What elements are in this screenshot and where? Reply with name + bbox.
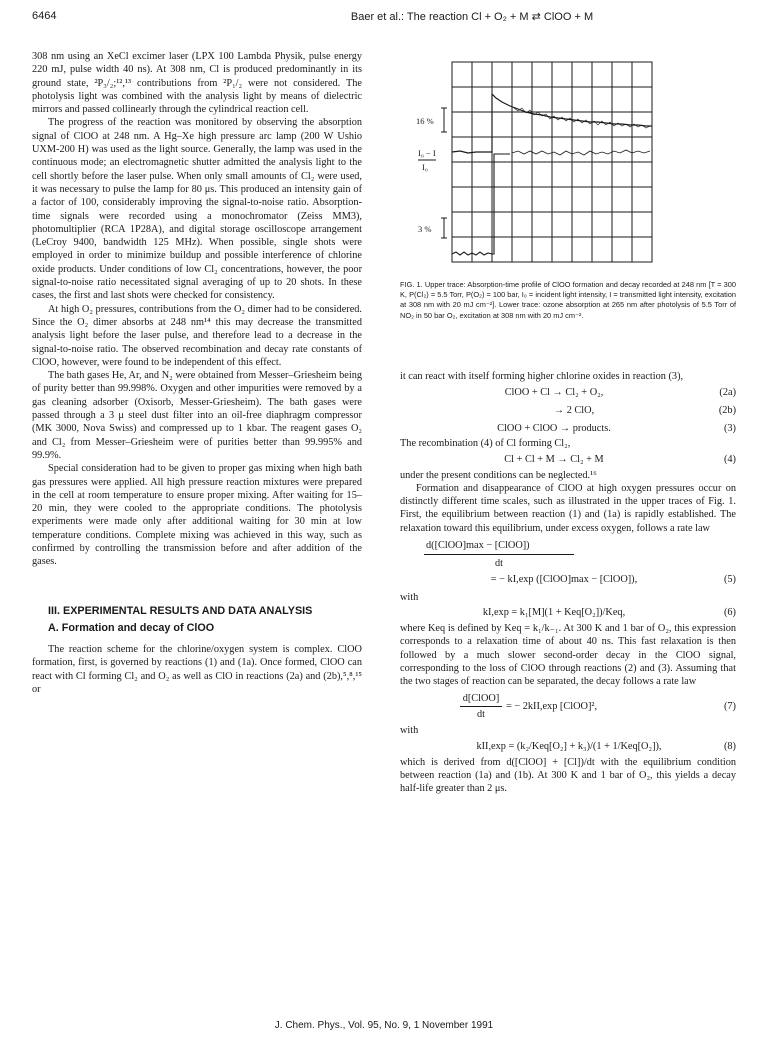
journal-citation: J. Chem. Phys., Vol. 95, No. 9, 1 November 1991 (274, 1020, 494, 1031)
ratio-denominator-label: I₀ (422, 162, 428, 172)
equation-6: kI,exp = k₁[M](1 + Keq[O₂])/Keq, (6) (482, 607, 736, 619)
right-column (400, 370, 736, 796)
ratio-numerator-label: I₀ − I (418, 148, 436, 158)
left-column (32, 50, 362, 696)
running-title: Baer et al.: The reaction Cl + O₂ + M ⇄ ClOO + M (350, 11, 594, 23)
equation-4: Cl + Cl + M → Cl₂ + M (4) (504, 453, 736, 465)
paragraph: The reaction scheme for the chlorine/oxygen system is complex. ClOO formation, first, is governed by reactions (1) and (1a). Once formed, ClOO can react with Cl forming Cl₂ and O₂ as well as ClO in reactions (2a) and (2b),⁵,⁸,¹⁵ or (32, 644, 362, 696)
paragraph: it can react with itself forming higher chlorine oxides in reaction (3), (400, 371, 684, 382)
with-label: with (400, 725, 419, 737)
paragraph: Special consideration had to be given to proper gas mixing when high bath gas pressures were applied. All high pressure reaction mixtures were prepared in the cell at room temperature to ensure proper mixing. After waiting for 15–20 min, they were cooled to the appropriate conditions. The photolysis experiments were made only after additional waiting for 30 min at low temperature conditions. Complete mixing was achieved in this way, such as confirmed by controlling the transmission before and after addition of the gases. (32, 463, 362, 568)
paragraph: where Keq is defined by Keq = k₁/k₋₁. At 300 K and 1 bar of O₂, this expression corresponds to a relaxation time of about 40 ns. This fast relaxation is then followed by a much slower second-order decay in the ClOO signal, corresponding to the loss of ClOO through reactions (2) and (3). Assuming that the two stages of reaction can be separated, the decay follows a rate law (400, 622, 736, 688)
equation-7: d[ClOO] dt = − 2kII,exp [ClOO]², (7) (400, 688, 736, 724)
equation-2a: ClOO + Cl → Cl₂ + O₂, (2a) (504, 386, 736, 398)
upper-scale-label: 16 % (416, 116, 434, 126)
lower-scale-label: 3 % (418, 224, 432, 234)
paragraph: under the present conditions can be neglected.¹⁶ (400, 469, 597, 481)
paragraph: The bath gases He, Ar, and N₂ were obtained from Messer–Griesheim being of purity better than 99.998%. Oxygen and other impurities were removed by a gas cleaning adsorber (Oxisorb, Messer-Griesheim). The bath gases were passed through a 3 μ steel dust filter into an oil-free diaphragm compressor (MK 3000, Nova Swiss) and compressed up to 1 kbar. The reagent gases O₂ and Cl₂ from Messer–Griesheim were of purities better than 99.995% and 99.9%. (32, 370, 362, 461)
figure-1 (414, 42, 664, 272)
page-number: 6464 (32, 10, 57, 22)
equation-5: d([ClOO]max − [ClOO]) dt = − kI,exp ([ClOO]max − [ClOO]), (5) (426, 540, 736, 586)
paragraph: The recombination (4) of Cl forming Cl₂, (400, 438, 571, 450)
scale-bars (418, 108, 447, 238)
paragraph: which is derived from d([ClOO] + [Cl])/dt with the equilibrium condition between reaction (1a) and (1b). At 300 K and 1 bar of O₂, this yields a decay half-life greater than 2 μs. (400, 756, 736, 795)
equation-8: kII,exp = (k₂/Keq[O₂] + k₃)/(1 + 1/Keq[O₂]), (8) (476, 741, 736, 753)
figure-caption: FIG. 1. Upper trace: Absorption-time profile of ClOO formation and decay recorded at 248 nm [T = 300 K, P(Cl₂) = 5.5 Torr, P(O₂) = 100 bar, I₀ = incident light intensity, I = transmitted light intensity, excitation at 308 nm with 20 mJ cm⁻²]. Lower trace: ozone absorption at 265 nm after photolysis of 5.5 Torr of NO₂ in 50 bar O₂, excitation at 308 nm with 20 mJ cm⁻². (400, 280, 736, 320)
paragraph: The progress of the reaction was monitored by observing the absorption signal of ClOO at 248 nm. A Hg–Xe high pressure arc lamp (200 W Ushio UXM-200 H) was used as the light source. Generally, the lamp was used in the continuous mode; an electromagnetic shutter admitted the analysis light to the cell shortly before the laser pulse. When only small amounts of Cl₂ were used, it was necessary to pulse the lamp for 80 μs. This produced an intensity gain of a factor of 100, considerably improving the signal-to-noise ratio. Absorption-time signals were recorded using a monochromator (Zeiss MM3), photomultiplier (RCA 1P28A), and digital storage oscilloscope arrangement (LeCroy 9400, bandwidth 125 MHz). When possible, single shots were employed in order to minimize buildup and possible interference of chlorine oxide products. Under conditions of low Cl₂ concentrations, however, the poor signal-to-noise ratio necessitated signal averaging of up to 20 shots. In these cases, the first and last shots were checked for consistency. (32, 117, 362, 302)
subsection-heading: A. Formation and decay of ClOO (48, 621, 215, 634)
with-label: with (400, 591, 419, 603)
equation-3: ClOO + ClOO → products. (3) (497, 422, 736, 434)
page-header (32, 10, 732, 26)
paragraph: At high O₂ pressures, contributions from the O₂ dimer had to be considered. Since the O₂ dimer absorbs at 248 nm¹⁴ this may decrease the transmitted analysis light before the laser pulse, and therefore lead to a decrease in the signal-to-noise ratio. The observed recombination and decay rate constants of ClOO, however, were found to be independent of this effect. (32, 303, 362, 368)
paragraph: 308 nm using an XeCl excimer laser (LPX 100 Lambda Physik, pulse energy 220 mJ, pulse width 40 ns). At 308 nm, Cl is produced predominantly in its ground state, ²P₃/₂;¹²,¹³ contributions from ²P₁/₂ were not considered. The photolysis light was combined with the analysis light by means of dielectric mirrors and passed collinearly through the cylindrical reaction cell. (32, 51, 362, 116)
section-heading: III. EXPERIMENTAL RESULTS AND DATA ANALYSIS (48, 604, 313, 617)
equation-2b: → 2 ClO, (2b) (553, 404, 736, 416)
lower-trace (452, 154, 510, 255)
reference-trace-mid (512, 150, 650, 155)
oscilloscope-traces (414, 42, 664, 272)
paragraph: Formation and disappearance of ClOO at high oxygen pressures occur on distinctly different time scales, such as illustrated in the upper traces of Fig. 1. First, the equilibrium between reaction (1) and (1a) is rapidly established. The relaxation toward this equilibrium, under excess oxygen, follows a rate law (400, 482, 736, 534)
